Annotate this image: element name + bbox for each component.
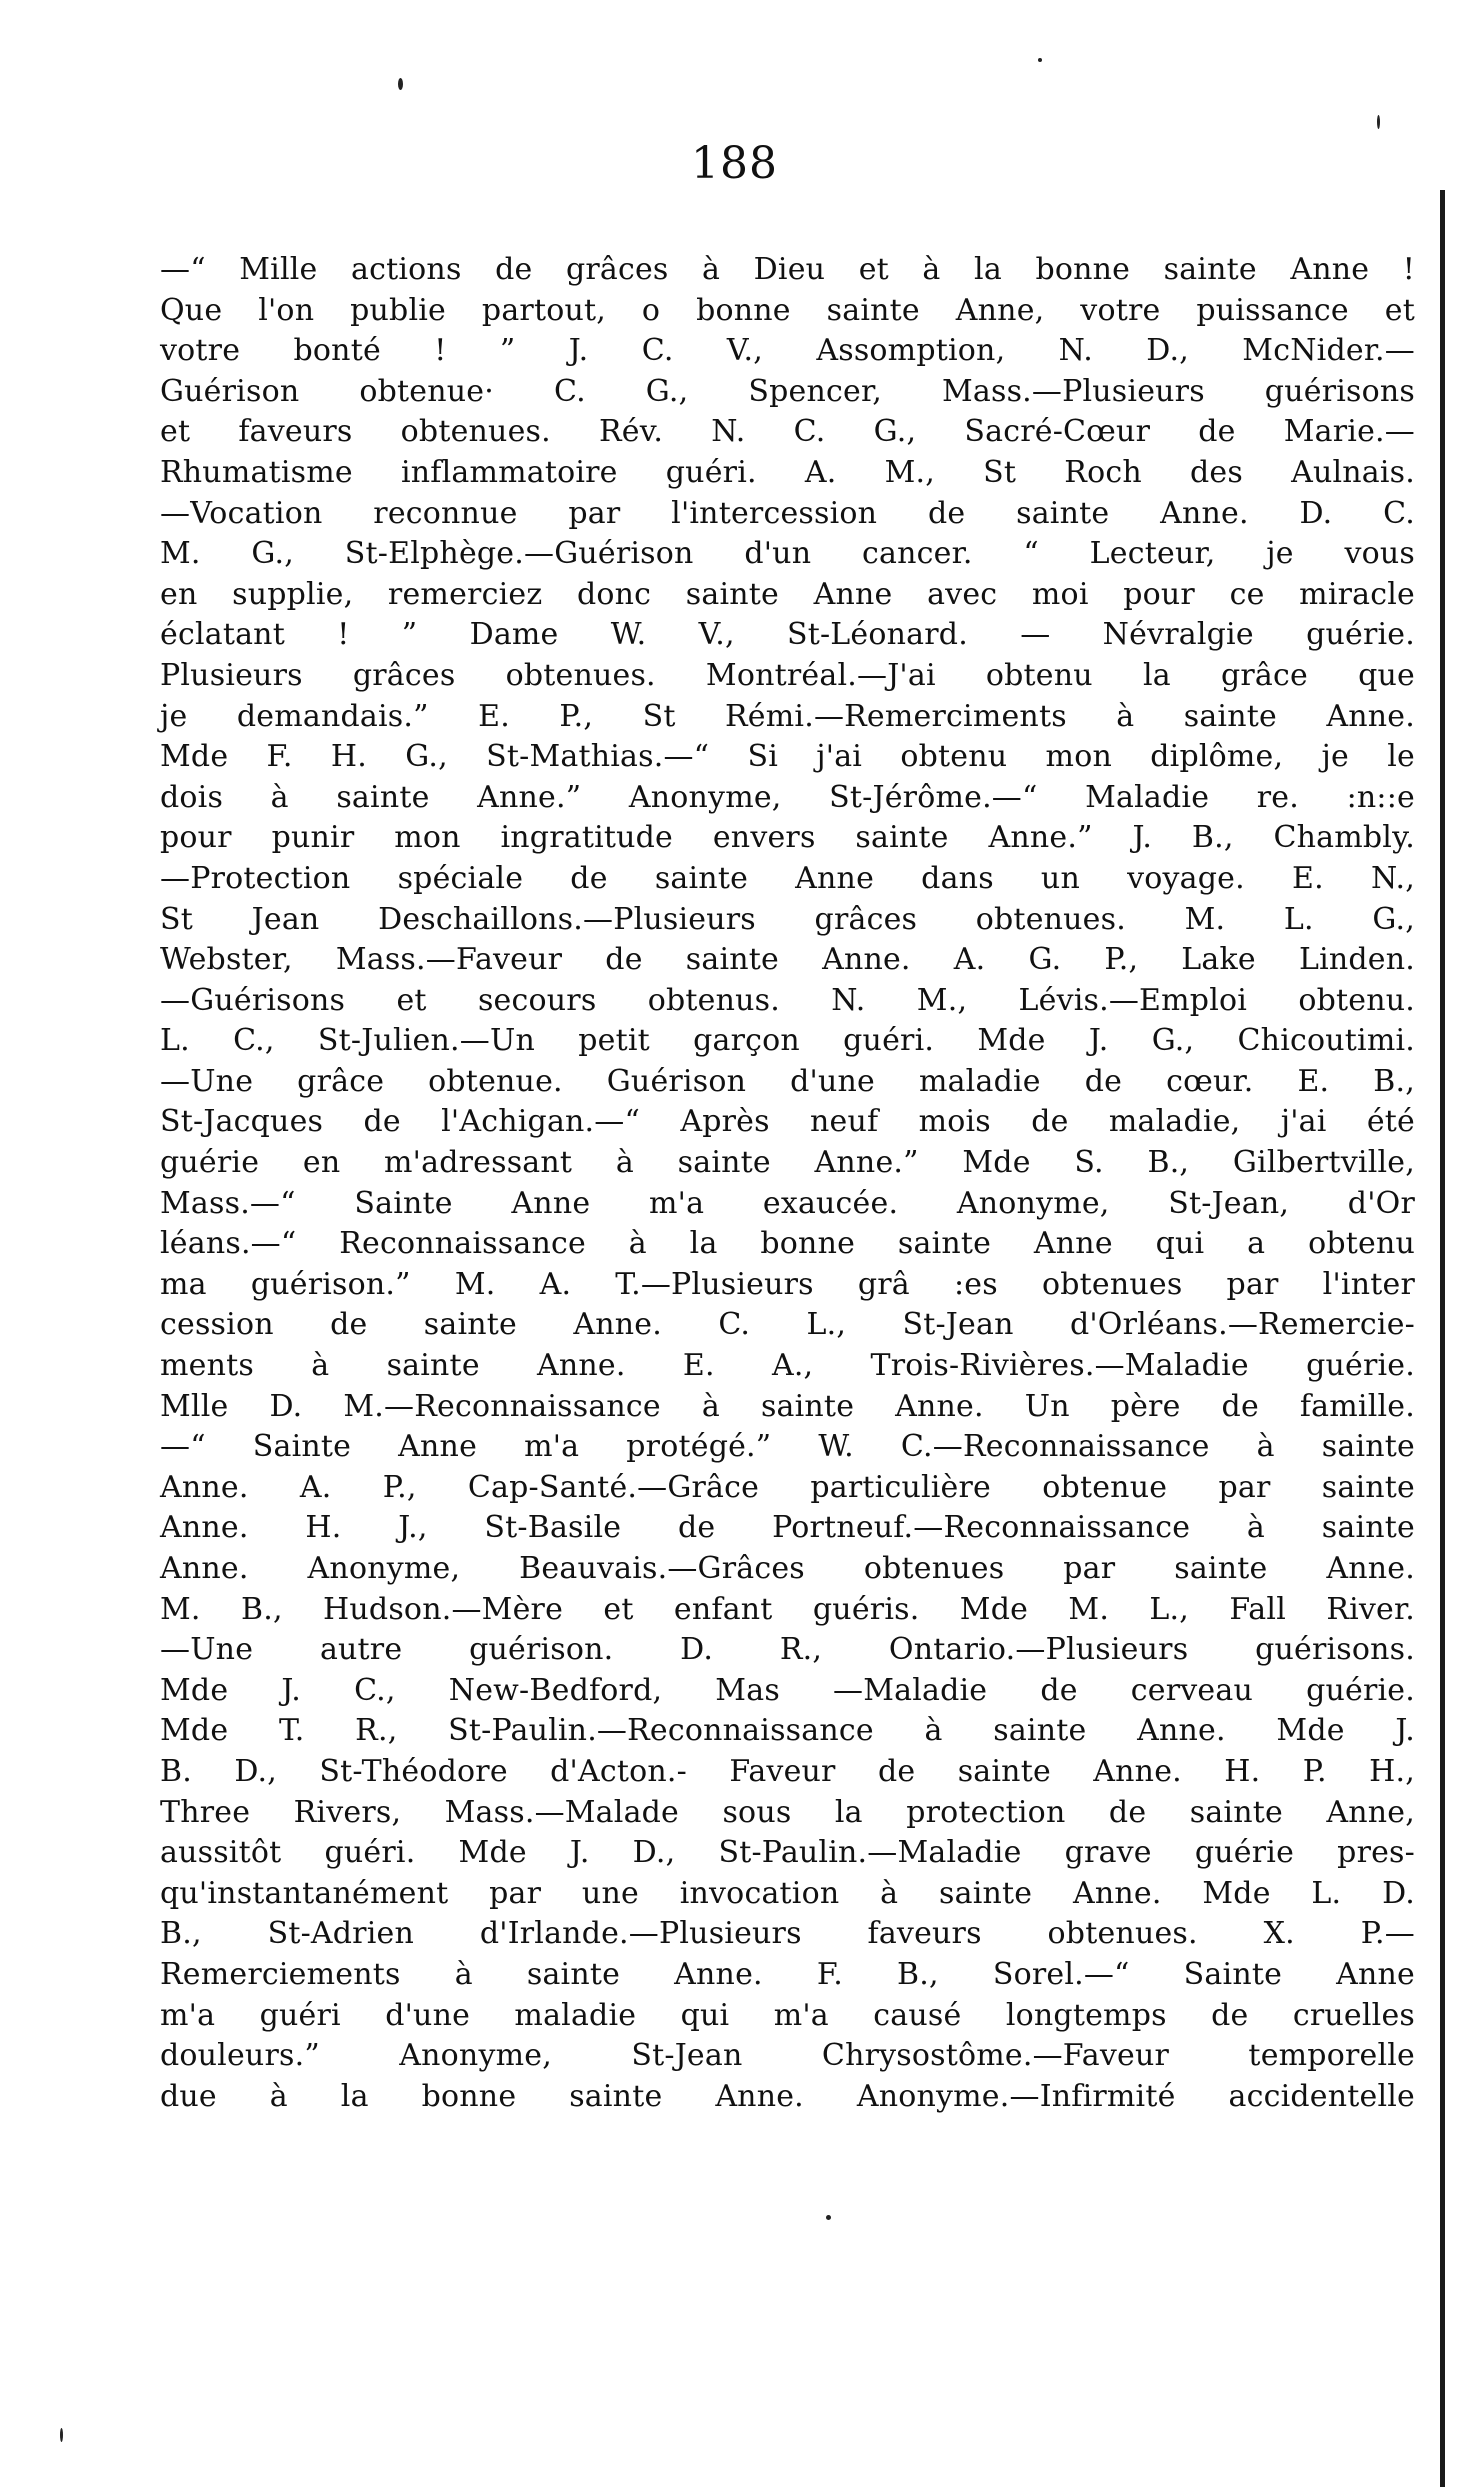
text-line: B., St-Adrien d'Irlande.—Plusieurs faveurs obtenues. X. P.— (160, 1916, 1415, 1952)
scan-speck (398, 78, 403, 90)
text-line: Mde F. H. G., St-Mathias.—“ Si j'ai obtenu mon diplôme, je le (160, 739, 1415, 775)
text-line: Anne. A. P., Cap-Santé.—Grâce particulière obtenue par sainte (160, 1469, 1415, 1505)
text-line: —Une grâce obtenue. Guérison d'une maladie de cœur. E. B., (160, 1063, 1415, 1099)
text-line: ma guérison.” M. A. T.—Plusieurs grâ :es obtenues par l'inter (160, 1266, 1415, 1302)
text-line: en supplie, remerciez donc sainte Anne avec moi pour ce miracle (160, 576, 1415, 612)
text-line: —Vocation reconnue par l'intercession de sainte Anne. D. C. (160, 495, 1415, 531)
page-edge-rule (1440, 190, 1445, 2487)
text-line: —“ Sainte Anne m'a protégé.” W. C.—Reconnaissance à sainte (160, 1429, 1415, 1465)
scan-speck (1377, 115, 1380, 129)
text-line: —Guérisons et secours obtenus. N. M., Lévis.—Emploi obtenu. (160, 982, 1415, 1018)
text-line: léans.—“ Reconnaissance à la bonne sainte Anne qui a obtenu (160, 1226, 1415, 1262)
text-line: votre bonté ! ” J. C. V., Assomption, N. D., McNider.— (160, 333, 1415, 369)
text-line: —“ Mille actions de grâces à Dieu et à la bonne sainte Anne ! (160, 252, 1415, 287)
text-line: ments à sainte Anne. E. A., Trois-Rivières.—Maladie guérie. (160, 1348, 1415, 1384)
text-line: M. B., Hudson.—Mère et enfant guéris. Mde M. L., Fall River. (160, 1591, 1415, 1627)
text-line: je demandais.” E. P., St Rémi.—Remerciments à sainte Anne. (160, 698, 1415, 734)
text-line: m'a guéri d'une maladie qui m'a causé longtemps de cruelles (160, 1997, 1415, 2033)
text-line: St-Jacques de l'Achigan.—“ Après neuf mois de maladie, j'ai été (160, 1104, 1415, 1140)
text-line: Rhumatisme inflammatoire guéri. A. M., St Roch des Aulnais. (160, 454, 1415, 490)
text-line: B. D., St-Théodore d'Acton.- Faveur de sainte Anne. H. P. H., (160, 1753, 1415, 1789)
text-line: Que l'on publie partout, o bonne sainte Anne, votre puissance et (160, 292, 1415, 328)
text-line: guérie en m'adressant à sainte Anne.” Mde S. B., Gilbertville, (160, 1145, 1415, 1181)
text-line: Three Rivers, Mass.—Malade sous la protection de sainte Anne, (160, 1794, 1415, 1830)
text-line: Mde J. C., New-Bedford, Mas —Maladie de cerveau guérie. (160, 1672, 1415, 1708)
text-line: qu'instantanément par une invocation à sainte Anne. Mde L. D. (160, 1875, 1415, 1911)
scan-speck (826, 2215, 831, 2220)
scan-speck (1038, 58, 1042, 62)
text-line: Guérison obtenue· C. G., Spencer, Mass.—Plusieurs guérisons (160, 373, 1415, 409)
text-line: cession de sainte Anne. C. L., St-Jean d'Orléans.—Remercie- (160, 1307, 1415, 1343)
text-line: —Protection spéciale de sainte Anne dans un voyage. E. N., (160, 860, 1415, 896)
body-text (160, 250, 1415, 2117)
page-number: 188 (691, 138, 778, 189)
text-line: pour punir mon ingratitude envers sainte Anne.” J. B., Chambly. (160, 820, 1415, 856)
text-line: L. C., St-Julien.—Un petit garçon guéri. Mde J. G., Chicoutimi. (160, 1023, 1415, 1059)
text-line: due à la bonne sainte Anne. Anonyme.—Infirmité accidentelle (160, 2078, 1415, 2114)
text-line: dois à sainte Anne.” Anonyme, St-Jérôme.—“ Maladie re. :n::e (160, 779, 1415, 815)
text-line: douleurs.” Anonyme, St-Jean Chrysostôme.—Faveur temporelle (160, 2038, 1415, 2074)
text-line: Remerciements à sainte Anne. F. B., Sorel.—“ Sainte Anne (160, 1956, 1415, 1992)
text-line: Anne. H. J., St-Basile de Portneuf.—Reconnaissance à sainte (160, 1510, 1415, 1546)
text-line: —Une autre guérison. D. R., Ontario.—Plusieurs guérisons. (160, 1632, 1415, 1668)
text-line: M. G., St-Elphège.—Guérison d'un cancer. “ Lecteur, je vous (160, 536, 1415, 572)
scan-speck (60, 2428, 63, 2442)
text-line: Mass.—“ Sainte Anne m'a exaucée. Anonyme, St-Jean, d'Or (160, 1185, 1415, 1221)
text-line: Mde T. R., St-Paulin.—Reconnaissance à sainte Anne. Mde J. (160, 1713, 1415, 1749)
text-line: éclatant ! ” Dame W. V., St-Léonard. — Névralgie guérie. (160, 617, 1415, 653)
text-line: Mlle D. M.—Reconnaissance à sainte Anne. Un père de famille. (160, 1388, 1415, 1424)
text-line: St Jean Deschaillons.—Plusieurs grâces obtenues. M. L. G., (160, 901, 1415, 937)
text-line: et faveurs obtenues. Rév. N. C. G., Sacré-Cœur de Marie.— (160, 414, 1415, 450)
text-line: Anne. Anonyme, Beauvais.—Grâces obtenues par sainte Anne. (160, 1551, 1415, 1586)
text-line: Webster, Mass.—Faveur de sainte Anne. A. G. P., Lake Linden. (160, 942, 1415, 978)
text-line: Plusieurs grâces obtenues. Montréal.—J'ai obtenu la grâce que (160, 657, 1415, 693)
text-line: aussitôt guéri. Mde J. D., St-Paulin.—Maladie grave guérie pres- (160, 1835, 1415, 1871)
